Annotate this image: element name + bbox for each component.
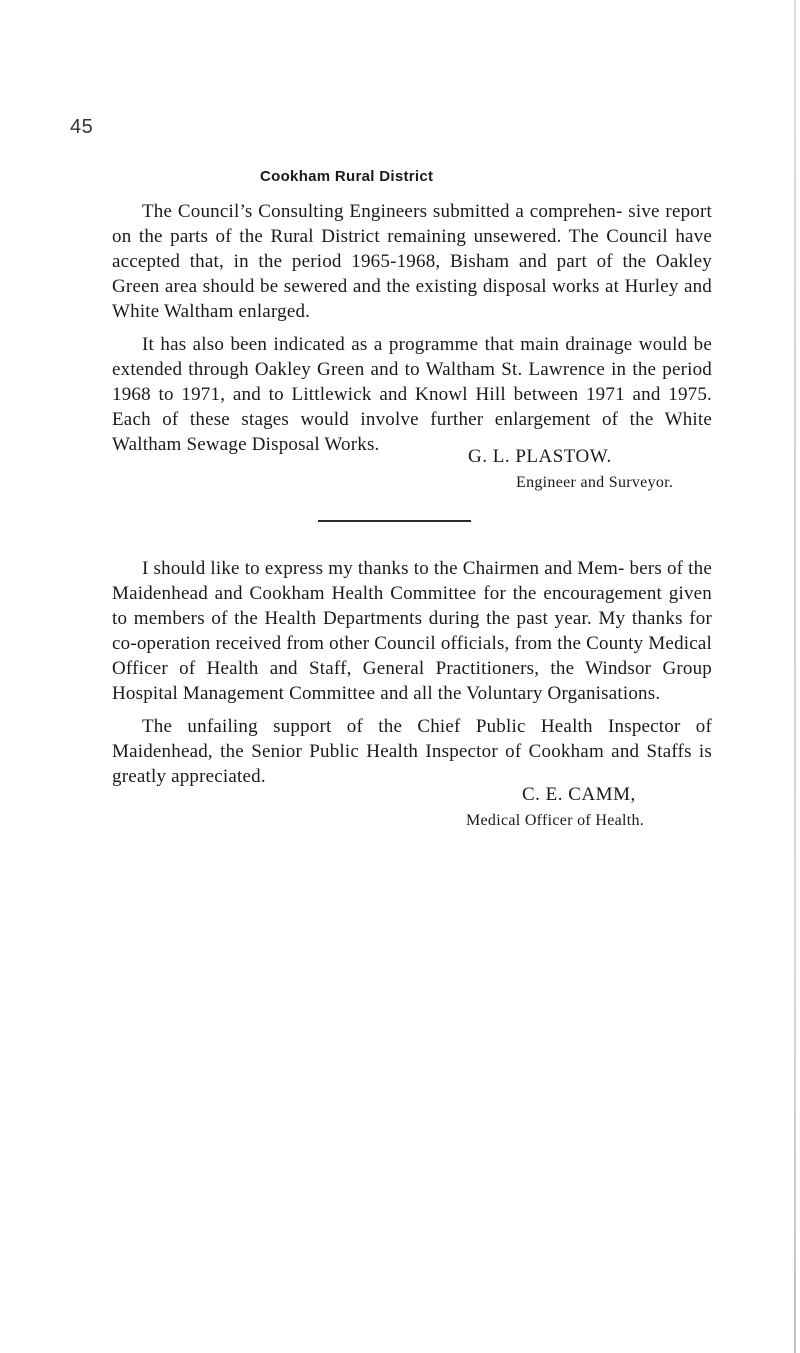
- signature-title-engineer: Engineer and Surveyor.: [516, 474, 674, 491]
- signature-name-engineer: G. L. PLASTOW.: [468, 446, 612, 467]
- section-heading: Cookham Rural District: [260, 168, 434, 185]
- engineering-report-section: [112, 199, 712, 457]
- section-divider: [318, 520, 471, 522]
- paragraph-thanks: I should like to express my thanks to the Chairmen and Mem- bers of the Maidenhead and Cookham Health Committee for the encouragement given to members of the Health Departments during the past year. My thanks for co-operation received from other Council officials, from the County Medical Officer of Health and Staff, General Practitioners, the Windsor Group Hospital Management Committee and all the Voluntary Organisations.: [112, 558, 712, 704]
- paragraph-appreciation: The unfailing support of the Chief Public Health Inspector of Maidenhead, the Senior Public Health Inspector of Cookham and Staffs is greatly appreciated.: [112, 716, 712, 787]
- signature-name-medical-officer: C. E. CAMM,: [522, 784, 636, 805]
- acknowledgements-section: [112, 556, 712, 789]
- signature-title-medical-officer: Medical Officer of Health.: [466, 812, 645, 829]
- scan-edge-line: [794, 0, 796, 1353]
- page-number: 45: [70, 116, 94, 138]
- paragraph-drainage-programme: It has also been indicated as a programme that main drainage would be extended through Oakley Green and to Waltham St. Lawrence in the period 1968 to 1971, and to Littlewick and Knowl Hill between 1971 and 1975. Each of these stages would involve further enlargement of the White Waltham Sewage Disposal Works.: [112, 334, 712, 455]
- paragraph-sewerage-report: The Council’s Consulting Engineers submitted a comprehen- sive report on the parts of the Rural District remaining unsewered. The Council have accepted that, in the period 1965-1968, Bisham and part of the Oakley Green area should be sewered and the existing disposal works at Hurley and White Waltham enlarged.: [112, 201, 712, 322]
